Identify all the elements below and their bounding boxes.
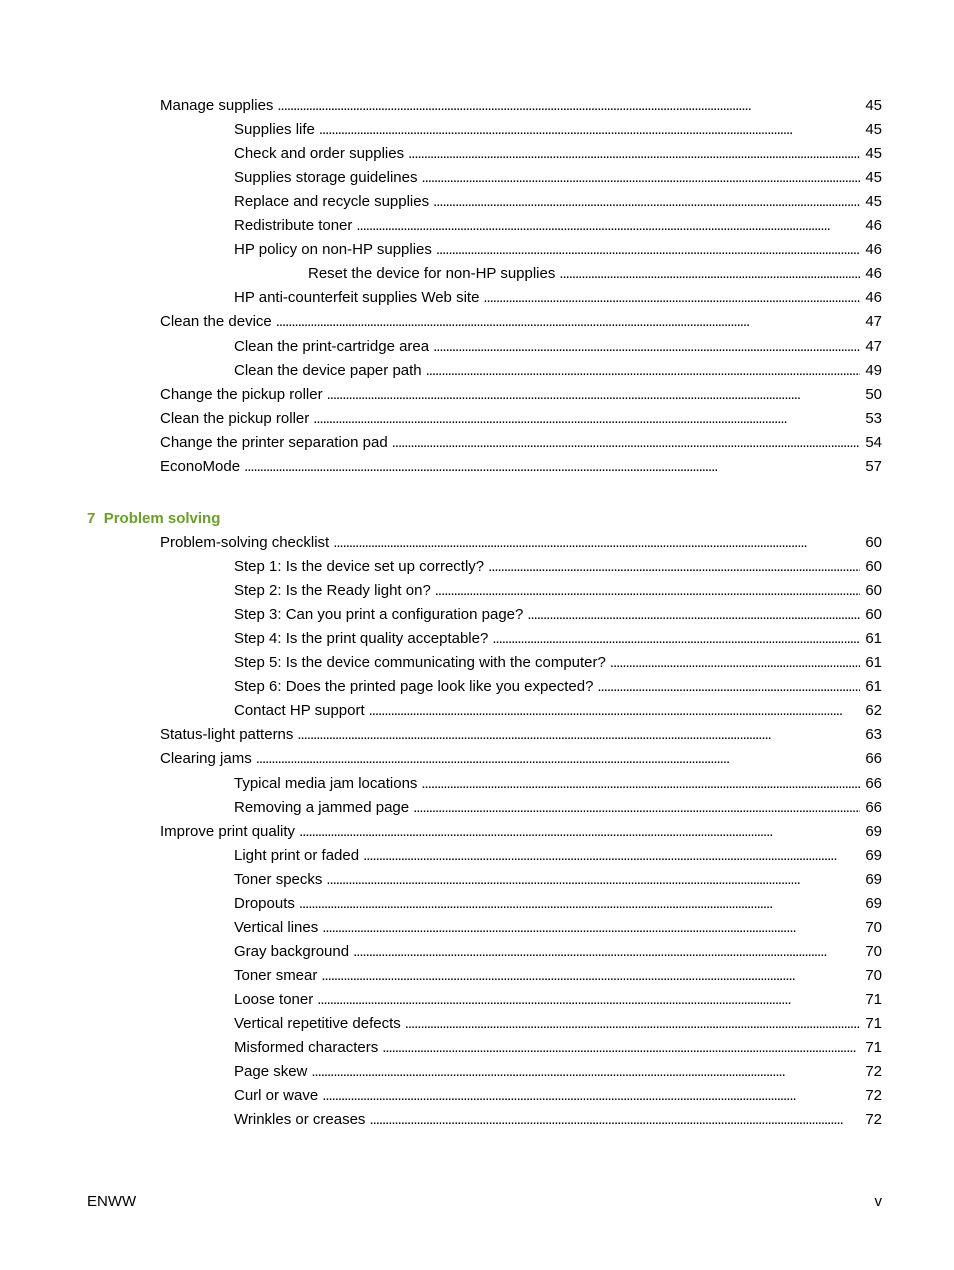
footer-page-number: v — [874, 1193, 882, 1210]
toc-entry-page-number: 69 — [865, 894, 882, 912]
dot-leader — [326, 870, 860, 890]
dot-leader — [363, 846, 860, 866]
dot-leader — [408, 144, 860, 164]
toc-entry-page-number: 60 — [865, 534, 882, 551]
toc-entry[interactable] — [234, 870, 882, 890]
toc-entry-title: Step 2: Is the Ready light on? — [234, 582, 431, 600]
dot-leader — [421, 774, 860, 794]
toc-entry[interactable] — [234, 1110, 882, 1130]
dot-leader — [436, 240, 860, 260]
toc-entry-page-number: 45 — [865, 169, 882, 187]
dot-leader — [527, 605, 860, 625]
toc-entry-title: Wrinkles or creases — [234, 1111, 366, 1129]
toc-entry[interactable] — [234, 605, 882, 625]
toc-entry-page-number: 61 — [865, 678, 882, 696]
toc-entry-page-number: 70 — [865, 942, 882, 960]
toc-entry[interactable] — [160, 385, 882, 405]
toc-entry-page-number: 72 — [865, 1111, 882, 1129]
toc-entry[interactable] — [160, 96, 882, 116]
toc-entry[interactable] — [234, 361, 882, 381]
toc-entry-page-number: 45 — [865, 193, 882, 211]
toc-entry-title: Gray background — [234, 942, 350, 960]
toc-entry-page-number: 71 — [865, 990, 882, 1008]
toc-entry[interactable] — [234, 1086, 882, 1106]
toc-entry[interactable] — [234, 288, 882, 308]
toc-entry-page-number: 60 — [865, 582, 882, 600]
dot-leader — [433, 337, 860, 357]
toc-entry[interactable] — [234, 144, 882, 164]
dot-leader — [353, 942, 860, 962]
toc-entry-title: HP anti-counterfeit supplies Web site — [234, 289, 480, 307]
dot-leader — [426, 361, 860, 381]
toc-entry[interactable] — [234, 192, 882, 212]
toc-entry-page-number: 70 — [865, 966, 882, 984]
dot-leader — [319, 120, 860, 140]
toc-entry-title: Problem-solving checklist — [160, 534, 330, 551]
toc-entry[interactable] — [234, 1038, 882, 1058]
toc-entry-page-number: 46 — [865, 241, 882, 259]
toc-entry-title: Toner smear — [234, 966, 318, 984]
dot-leader — [435, 581, 860, 601]
toc-entry[interactable] — [234, 846, 882, 866]
toc-entry-page-number: 50 — [865, 385, 882, 403]
toc-entry-title: Curl or wave — [234, 1087, 319, 1105]
toc-entry-title: Redistribute toner — [234, 217, 353, 235]
toc-entry-title: Toner specks — [234, 870, 323, 888]
toc-entry[interactable] — [234, 918, 882, 938]
dot-leader — [382, 1038, 860, 1058]
toc-entry-title: HP policy on non-HP supplies — [234, 241, 432, 259]
chapter-title: Problem solving — [103, 510, 221, 527]
toc-entry-title: Clearing jams — [160, 750, 252, 768]
dot-leader — [299, 822, 860, 842]
toc-entry[interactable] — [234, 240, 882, 260]
dot-leader — [421, 168, 860, 188]
toc-entry[interactable] — [160, 312, 882, 332]
dot-leader — [311, 1062, 860, 1082]
toc-entry-page-number: 69 — [865, 822, 882, 840]
toc-entry-page-number: 60 — [865, 606, 882, 624]
toc-entry[interactable] — [234, 1014, 882, 1034]
dot-leader — [433, 192, 860, 212]
toc-entry-title: Replace and recycle supplies — [234, 193, 430, 211]
dot-leader — [276, 312, 860, 332]
toc-entry-page-number: 71 — [865, 1039, 882, 1057]
toc-entry-page-number: 49 — [865, 361, 882, 379]
dot-leader — [492, 629, 860, 649]
dot-leader — [488, 557, 860, 577]
toc-entry[interactable] — [234, 216, 882, 236]
toc-entry[interactable] — [234, 120, 882, 140]
toc-entry-title: Status-light patterns — [160, 726, 294, 744]
dot-leader — [299, 894, 860, 914]
toc-entry-title: Supplies storage guidelines — [234, 169, 418, 187]
toc-entry-page-number: 60 — [865, 558, 882, 576]
dot-leader — [322, 918, 860, 938]
toc-entry-title: Vertical lines — [234, 918, 319, 936]
dot-leader — [317, 990, 860, 1010]
toc-entry[interactable] — [234, 581, 882, 601]
toc-entry-title: Manage supplies — [160, 97, 274, 114]
toc-entry[interactable] — [160, 725, 882, 745]
toc-entry-page-number: 61 — [865, 630, 882, 648]
toc-entry-title: Dropouts — [234, 894, 295, 912]
toc-entry-title: Clean the print-cartridge area — [234, 337, 430, 355]
toc-entry[interactable] — [308, 264, 882, 284]
toc-entry[interactable] — [234, 990, 882, 1010]
toc-entry-page-number: 72 — [865, 1087, 882, 1105]
toc-entry-title: Page skew — [234, 1063, 308, 1081]
toc-entry-title: Clean the device — [160, 313, 272, 331]
dot-leader — [356, 216, 860, 236]
toc-entry-page-number: 61 — [865, 654, 882, 672]
toc-entry[interactable] — [234, 337, 882, 357]
toc-entry-page-number: 57 — [865, 457, 882, 475]
dot-leader — [610, 653, 860, 673]
toc-entry-page-number: 46 — [865, 265, 882, 283]
toc-entry-page-number: 46 — [865, 289, 882, 307]
toc-entry-page-number: 71 — [865, 1015, 882, 1032]
dot-leader — [244, 457, 860, 477]
toc-entry-title: Change the printer separation pad — [160, 433, 388, 451]
toc-entry-title: Change the pickup roller — [160, 385, 323, 403]
toc-entry[interactable] — [160, 749, 882, 769]
toc-entry-title: Supplies life — [234, 121, 315, 139]
toc-entry-title: Light print or faded — [234, 846, 360, 864]
toc-entry-title: Reset the device for non-HP supplies — [308, 265, 556, 283]
toc-entry[interactable] — [234, 168, 882, 188]
toc-entry-page-number: 47 — [865, 337, 882, 355]
toc-entry-page-number: 46 — [865, 217, 882, 235]
dot-leader — [559, 264, 860, 284]
toc-entry[interactable] — [160, 822, 882, 842]
toc-entry-page-number: 63 — [865, 726, 882, 744]
toc-entry[interactable] — [234, 701, 882, 721]
dot-leader — [483, 288, 860, 308]
dot-leader — [405, 1014, 860, 1034]
dot-leader — [321, 966, 860, 986]
toc-entry[interactable] — [234, 653, 882, 673]
toc-entry[interactable] — [234, 894, 882, 914]
toc-entry[interactable] — [234, 629, 882, 649]
toc-entry-title: Step 4: Is the print quality acceptable? — [234, 630, 489, 648]
dot-leader — [333, 533, 860, 553]
toc-entry-title: Contact HP support — [234, 702, 365, 720]
toc-entry-title: Step 5: Is the device communicating with the computer? — [234, 654, 606, 672]
toc-entry-page-number: 69 — [865, 846, 882, 864]
toc-entry-title: Typical media jam locations — [234, 774, 418, 792]
toc-entry-title: Clean the device paper path — [234, 361, 422, 379]
toc-entry-page-number: 66 — [865, 750, 882, 768]
toc-entry-page-number: 62 — [865, 702, 882, 720]
toc-entry[interactable] — [234, 1062, 882, 1082]
toc-entry-title: Removing a jammed page — [234, 798, 410, 816]
footer-label: ENWW — [87, 1193, 137, 1210]
dot-leader — [322, 1086, 860, 1106]
toc-entry-title: Step 6: Does the printed page look like you expected? — [234, 678, 594, 696]
toc-entry-page-number: 47 — [865, 313, 882, 331]
toc-entry[interactable] — [160, 533, 882, 553]
chapter-heading[interactable] — [87, 509, 220, 529]
toc-entry-page-number: 69 — [865, 870, 882, 888]
dot-leader — [327, 385, 860, 405]
toc-entry-page-number: 45 — [865, 145, 882, 163]
dot-leader — [277, 96, 860, 116]
dot-leader — [256, 749, 860, 769]
toc-entry-title: Improve print quality — [160, 822, 296, 840]
toc-entry[interactable] — [160, 409, 882, 429]
dot-leader — [597, 677, 860, 697]
toc-entry-page-number: 54 — [865, 433, 882, 451]
toc-entry[interactable] — [160, 457, 882, 477]
toc-entry[interactable] — [234, 966, 882, 986]
toc-entry[interactable] — [234, 557, 882, 577]
toc-entry-title: Vertical repetitive defects — [234, 1015, 401, 1032]
toc-entry-page-number: 53 — [865, 409, 882, 427]
toc-entry-title: Loose toner — [234, 990, 314, 1008]
toc-entry[interactable] — [234, 798, 882, 818]
toc-entry[interactable] — [234, 774, 882, 794]
toc-entry-title: EconoMode — [160, 457, 241, 475]
toc-entry-page-number: 66 — [865, 774, 882, 792]
dot-leader — [392, 433, 860, 453]
dot-leader — [297, 725, 860, 745]
toc-entry-page-number: 70 — [865, 918, 882, 936]
dot-leader — [413, 798, 860, 818]
toc-entry-title: Step 1: Is the device set up correctly? — [234, 558, 485, 576]
toc-entry-page-number: 45 — [865, 121, 882, 139]
toc-entry-title: Step 3: Can you print a configuration page? — [234, 606, 524, 624]
toc-entry[interactable] — [234, 677, 882, 697]
toc-entry-title: Misformed characters — [234, 1039, 379, 1057]
toc-entry-page-number: 45 — [865, 97, 882, 114]
toc-entry[interactable] — [234, 942, 882, 962]
toc-entry-page-number: 72 — [865, 1063, 882, 1081]
toc-entry[interactable] — [160, 433, 882, 453]
dot-leader — [369, 701, 860, 721]
toc-entry-page-number: 66 — [865, 798, 882, 816]
dot-leader — [369, 1110, 860, 1130]
toc-entry-title: Check and order supplies — [234, 145, 405, 163]
dot-leader — [313, 409, 860, 429]
chapter-number: 7 — [87, 510, 96, 527]
toc-entry-title: Clean the pickup roller — [160, 409, 310, 427]
